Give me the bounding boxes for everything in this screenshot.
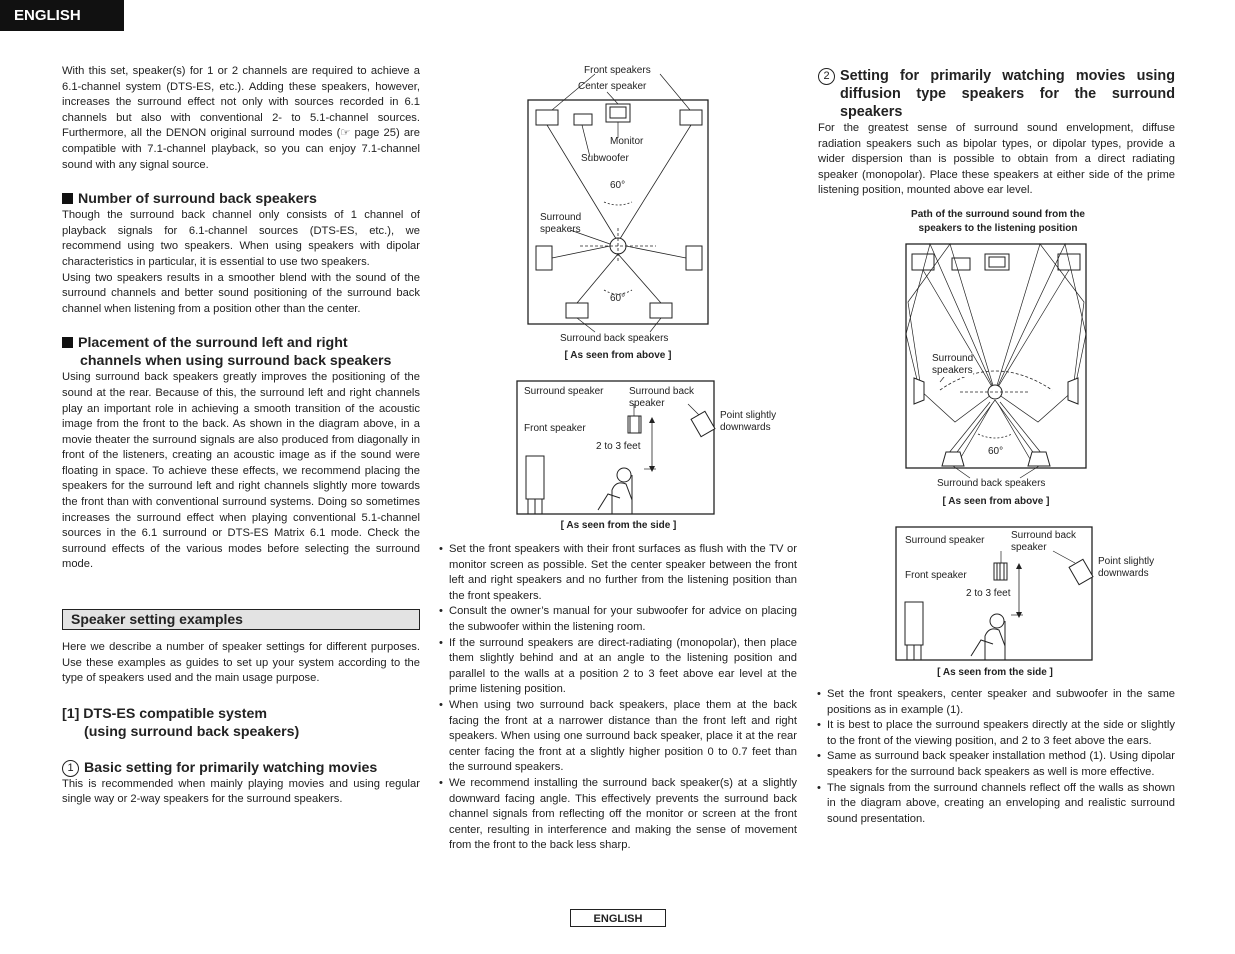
label-point-downwards: Point slightly downwards [720, 410, 777, 433]
heading-dts-es: [1] DTS-ES compatible system [62, 705, 267, 722]
heading-dts-es-line2: (using surround back speakers) [84, 723, 300, 740]
list-item: • Same as surround back speaker installation method (1). Using dipolar speakers for the surround back speakers as well is more effective. [817, 749, 1175, 780]
basic-paragraph: This is recommended when mainly playing movies and using regular single way or 2-way speakers for the surround speakers. [62, 777, 420, 806]
label-front-speaker: Front speaker [524, 423, 586, 434]
label-angle-back: 60° [610, 293, 626, 304]
list-item: • Set the front speakers, center speaker and subwoofer in the same positions as in example (1). [817, 687, 1175, 718]
placement-bullet-list [439, 542, 797, 854]
label-surround-back-speaker: Surround back speaker [1011, 530, 1077, 553]
column-middle-bullets [439, 542, 797, 854]
number-paragraph-2: Using two speakers results in a smoother blend with the sound of the surround channels and better sound positioning of the surround back channel when listening from a position other than the center. [62, 271, 420, 315]
caption-as-seen-from-side: [ As seen from the side ] [560, 520, 677, 531]
list-item: • It is best to place the surround speakers directly at the side or slightly to the front of the viewing position, and 2 to 3 feet above the ears. [817, 718, 1175, 749]
label-front-speaker: Front speaker [905, 570, 967, 581]
diagram-side-basic [516, 380, 796, 536]
examples-paragraph: Here we describe a number of speaker settings for different purposes. Use these examples as guides to set up your system according to the type of speakers used and the main usage purpose. [62, 641, 420, 685]
label-surround-speakers: Surround speakers [932, 353, 974, 376]
heading-placement [62, 334, 420, 352]
diagram-above-diffusion [900, 242, 1100, 512]
list-item: • When using two surround back speakers, place them at the back facing the front at a narrower distance than the front left and right speakers. When using one surround back speaker, place it at the rear center facing the front at a slightly higher position 0 to 0.7 feet than the surround speakers. [439, 698, 797, 776]
caption-as-seen-from-above: [ As seen from above ] [564, 350, 672, 361]
column-left [62, 64, 420, 808]
heading-basic-setting [62, 759, 420, 777]
label-front-speakers: Front speakers [584, 65, 651, 76]
label-surround-speaker: Surround speaker [905, 535, 985, 546]
label-angle: 60° [988, 446, 1004, 457]
circled-number-1: 1 [62, 760, 79, 777]
diffusion-bullet-list [817, 687, 1175, 827]
square-bullet-icon [62, 337, 73, 348]
number-paragraph-1: Though the surround back channel only consists of 1 channel of playback signals for 6.1-channel sources (DTS-ES, etc.), we recommend using two speakers. When using speakers with dipolar characteristics in particular, it is essential to use two speakers. [62, 209, 420, 268]
label-center-speaker: Center speaker [578, 81, 647, 92]
column-right-intro [818, 67, 1175, 199]
footer-language-label: ENGLISH [570, 909, 666, 927]
list-item: • Set the front speakers with their front surfaces as flush with the TV or monitor screen as possible. Set the center speaker between the front left and right speakers and no further from the listening position than the front speakers. [439, 542, 797, 604]
heading-text: Number of surround back speakers [78, 191, 317, 208]
heading-diffusion-setting [818, 67, 1175, 121]
diffusion-paragraph: For the greatest sense of surround sound envelopment, diffuse radiation speakers such as bipolar types, or dipolar types, provide a wider dispersion than is possible to obtain from a direct radiating speaker (monopolar). Place these speakers at either side of the prime listening position, mounted above ear level. [818, 122, 1175, 197]
label-surround-back-speaker: Surround back speaker [629, 386, 695, 409]
diagram-side-diffusion [895, 526, 1175, 682]
caption-as-seen-from-side: [ As seen from the side ] [937, 667, 1053, 678]
language-tab: ENGLISH [0, 0, 124, 31]
list-item: • The signals from the surround channels reflect off the walls as shown in the diagram above, creating an enveloping and realistic surround sound presentation. [817, 781, 1175, 828]
caption-as-seen-from-above: [ As seen from above ] [942, 496, 1050, 507]
label-point-downwards: Point slightly downwards [1098, 556, 1155, 579]
heading-text: Placement of the surround left and right [78, 335, 348, 352]
label-surround-back-speakers: Surround back speakers [560, 333, 669, 344]
heading-placement-line2: channels when using surround back speakers [80, 353, 392, 370]
label-angle-front: 60° [610, 180, 626, 191]
label-surround-speakers: Surround speakers [540, 212, 582, 235]
heading-text: Basic setting for primarily watching movies [84, 759, 378, 776]
square-bullet-icon [62, 193, 73, 204]
room-top-view-reflection-drawing [900, 242, 1100, 512]
list-item: • We recommend installing the surround back speaker(s) at a slightly downward facing angle. This effectively prevents the surround back channel signals from reflecting off the monitor or screen at the front center, resulting in interference and making the sense of movement from the front to the back less sharp. [439, 776, 797, 854]
label-surround-back-speakers: Surround back speakers [937, 478, 1046, 489]
column-right-bullets [817, 687, 1175, 827]
label-subwoofer: Subwoofer [581, 153, 629, 164]
diagram-above-basic [520, 62, 740, 372]
list-item: • If the surround speakers are direct-radiating (monopolar), then place them slightly behind and at an angle to the listening position and parallel to the walls at a position 2 to 3 feet above ear level at the prime listening position. [439, 636, 797, 698]
placement-paragraph: Using surround back speakers greatly improves the positioning of the sound at the rear. Because of this, the surround left and right channels play an important role in achieving a smooth transition of the acoustic image from the front to the back. As shown in the diagram above, in a movie theater the surround signals are also produced from diagonally in front of the listeners, creating an acoustic image as if the sound were floating in space. To achieve these effects, we recommend placing the speakers for the surround left and right channels slightly more towards the front than with conventional surround systems. Doing so sometimes increases the surround effect when playing conventional 5.1-channel sources in the 6.1 surround or DTS-ES Matrix 6.1 mode. Check the surround effects of the various modes before selecting the surround mode. [62, 371, 420, 571]
path-title: Path of the surround sound from the speakers to the listening position [911, 209, 1085, 234]
heading-number-of-speakers [62, 190, 420, 208]
label-distance: 2 to 3 feet [596, 441, 641, 452]
label-monitor: Monitor [610, 136, 644, 147]
heading-text: Setting for primarily watching movies using diffusion type speakers for the surround speakers [840, 68, 1175, 120]
label-distance: 2 to 3 feet [966, 588, 1011, 599]
section-box-heading: Speaker setting examples [62, 609, 420, 630]
label-surround-speaker: Surround speaker [524, 386, 604, 397]
circled-number-2: 2 [818, 68, 835, 85]
list-item: • Consult the owner’s manual for your subwoofer for advice on placing the subwoofer within the listening room. [439, 604, 797, 635]
intro-paragraph: With this set, speaker(s) for 1 or 2 channels are required to achieve a 6.1-channel system (DTS-ES, etc.). Adding these speakers, however, increases the surround effect not only with sources recorded in 6.1 channels but also with conventional 2- to 5.1-channel sources. Furthermore, all the DENON original surround modes (☞ page 25) are compatible with 7.1-channel playback, so you can enjoy 7.1-channel sound with any signal source. [62, 65, 420, 171]
